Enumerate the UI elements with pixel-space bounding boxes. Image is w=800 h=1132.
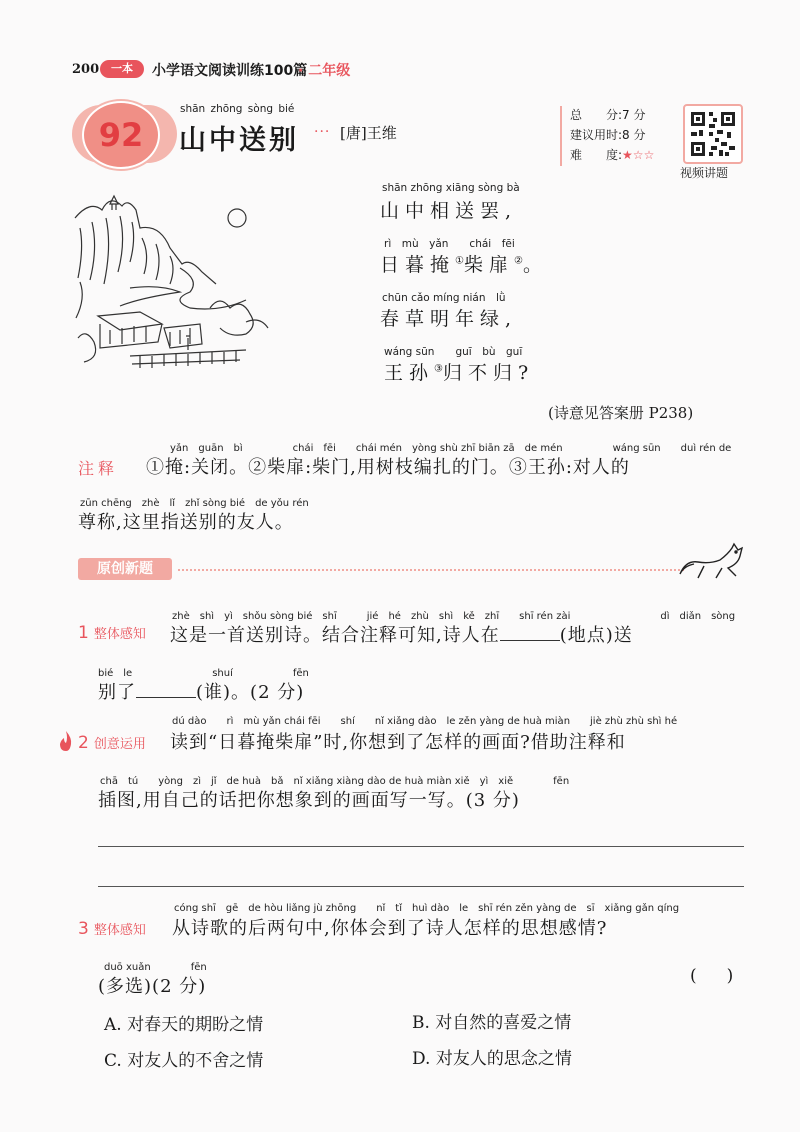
suggested-time: 建议用时:8 分 xyxy=(570,128,646,142)
book-title: 小学语文阅读训练100篇 xyxy=(152,63,308,79)
q1-line-1: 这是一首送别诗。结合注释可知,诗人在 (地点)送 xyxy=(170,625,633,646)
answer-line-1[interactable] xyxy=(98,846,744,847)
q2-line-1-pinyin: dú dào rì mù yǎn chái fēi shí nǐ xiǎng dào le zěn yàng de huà miàn jiè zhù zhù shì hé xyxy=(172,716,678,727)
cat-icon xyxy=(676,540,746,580)
q3-line-2-pinyin: duō xuǎn fēn xyxy=(104,962,207,973)
qr-label: 视频讲题 xyxy=(680,166,729,180)
q3-line-1-pinyin: cóng shī gē de hòu liǎng jù zhōng nǐ tǐ huì dào le shī rén zěn yàng de sī xiǎng gǎn qíng xyxy=(174,903,680,914)
notes-line-2: 尊称,这里指送别的友人。 xyxy=(78,512,294,533)
qr-code-icon[interactable] xyxy=(683,104,743,164)
poem-author: [唐]王维 xyxy=(340,124,397,142)
answer-reference: (诗意见答案册 P238) xyxy=(548,404,694,422)
q2-line-2-pinyin: chā tú yòng zì jǐ de huà bǎ nǐ xiǎng xiàng dào de huà miàn xiě yì xiě fēn xyxy=(100,776,570,787)
info-box xyxy=(560,106,667,166)
q1-line-1-pinyin: zhè shì yì shǒu sòng bié shī jié hé zhù shì kě zhī shī rén zài dì diǎn sòng xyxy=(172,611,736,622)
option-a[interactable]: A. 对春天的期盼之情 xyxy=(104,1015,264,1035)
notes-label: 注释 xyxy=(78,459,119,478)
person-blank[interactable] xyxy=(136,681,196,698)
poem-line-4: 王孙③归不归? xyxy=(384,362,535,384)
total-score: 总 分:7 分 xyxy=(570,108,646,122)
landscape-illustration xyxy=(70,188,275,383)
q2-line-1: 读到“日暮掩柴扉”时,你想到了怎样的画面?借助注释和 xyxy=(170,732,626,753)
lesson-title: 山中送别 xyxy=(179,125,299,156)
q1-line-2-pinyin: bié le shuí fēn xyxy=(98,668,309,679)
poem-line-4-pinyin: wáng sūn guī bù guī xyxy=(384,346,523,358)
notes-line-1: ①掩:关闭。②柴扉:柴门,用树枝编扎的门。③王孙:对人的 xyxy=(146,457,630,478)
option-d[interactable]: D. 对友人的思念之情 xyxy=(412,1049,572,1069)
lesson-number-badge: 92 xyxy=(82,101,160,169)
question-3-header: 3 整体感知 xyxy=(78,919,146,939)
q3-line-1: 从诗歌的后两句中,你体会到了诗人怎样的思想感情? xyxy=(172,918,608,939)
question-2-header: 2 创意运用 xyxy=(78,733,146,753)
title-pinyin: shān zhōng sòng bié xyxy=(180,103,295,115)
notes-line-1-pinyin: yǎn guān bì chái fēi chái mén yòng shù zhī biān zā de mén wáng sūn duì rén de xyxy=(170,443,732,454)
star-icon: ★☆☆ xyxy=(622,148,655,162)
location-blank[interactable] xyxy=(500,624,560,641)
question-1-header: 1 整体感知 xyxy=(78,623,146,643)
poem-line-2: 日暮掩①柴扉②。 xyxy=(380,254,548,276)
poem-line-3: 春草明年绿, xyxy=(380,308,518,330)
q1-line-2: 别了 (谁)。(2 分) xyxy=(98,682,305,703)
poem-line-1-pinyin: shān zhōng xiāng sòng bà xyxy=(382,182,520,194)
q2-line-2: 插图,用自己的话把你想象到的画面写一写。(3 分) xyxy=(98,790,520,811)
brand-badge: 一本 xyxy=(100,60,144,78)
section-title: 原创新题 xyxy=(78,558,172,580)
notes-line-2-pinyin: zūn chēng zhè lǐ zhǐ sòng bié de yǒu rén xyxy=(80,498,309,509)
poem-line-3-pinyin: chūn cǎo míng nián lǜ xyxy=(382,292,506,304)
poem-line-2-pinyin: rì mù yǎn chái fēi xyxy=(384,238,515,250)
q3-line-2: (多选)(2 分) xyxy=(98,976,207,997)
difficulty: 难 度:★☆☆ xyxy=(570,148,655,162)
page-number: 200 xyxy=(72,62,100,77)
title-dots: ··· xyxy=(314,124,331,140)
option-c[interactable]: C. 对友人的不舍之情 xyxy=(104,1051,264,1071)
answer-parentheses[interactable]: () xyxy=(690,966,764,986)
book-grade: · 二年级 xyxy=(298,63,351,79)
poem-line-1: 山中相送罢, xyxy=(380,200,518,222)
answer-line-2[interactable] xyxy=(98,886,744,887)
section-divider xyxy=(178,569,684,571)
option-b[interactable]: B. 对自然的喜爱之情 xyxy=(412,1013,572,1033)
flame-icon xyxy=(58,730,74,756)
